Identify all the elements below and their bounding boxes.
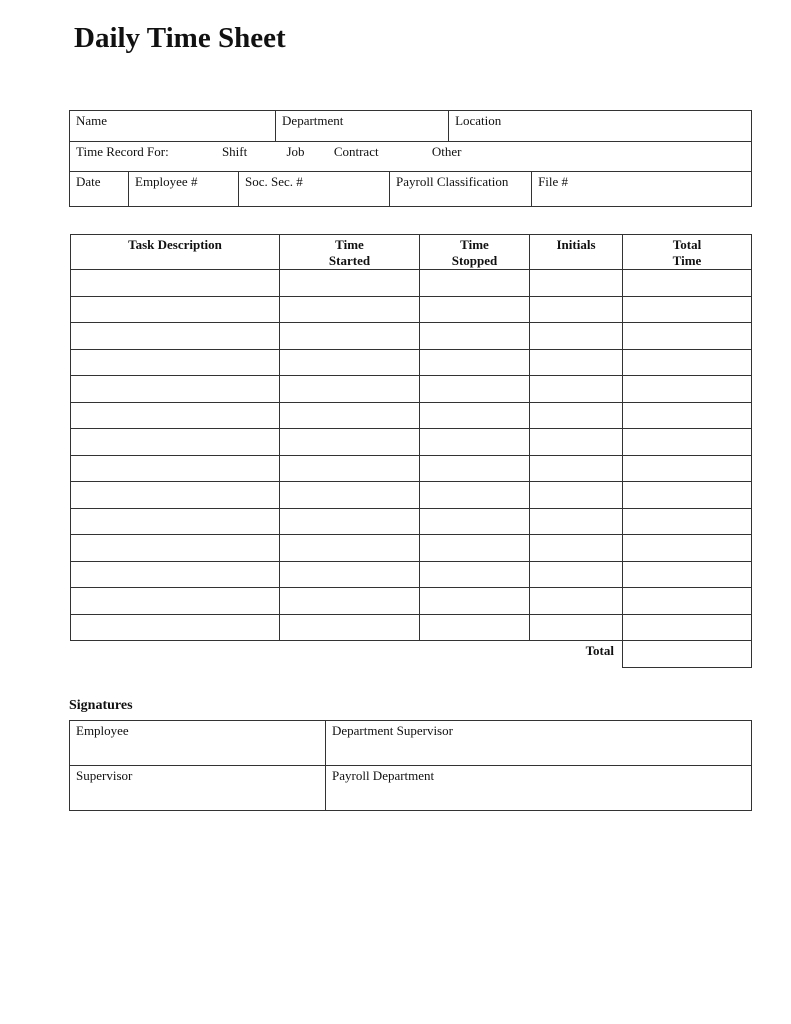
time-stopped-cell[interactable] <box>420 429 530 456</box>
total-time-cell[interactable] <box>623 402 752 429</box>
table-row <box>71 376 752 403</box>
soc-sec-label: Soc. Sec. # <box>245 174 303 189</box>
time-stopped-cell[interactable] <box>420 402 530 429</box>
time-stopped-cell[interactable] <box>420 614 530 641</box>
total-time-cell[interactable] <box>623 561 752 588</box>
initials-cell[interactable] <box>530 535 623 562</box>
task-description-cell[interactable] <box>71 482 280 509</box>
total-time-cell[interactable] <box>623 429 752 456</box>
table-row <box>71 508 752 535</box>
task-description-cell[interactable] <box>71 270 280 297</box>
table-row <box>71 323 752 350</box>
initials-cell[interactable] <box>530 561 623 588</box>
time-record-for-label: Time Record For: <box>76 144 169 159</box>
time-started-cell[interactable] <box>280 402 420 429</box>
header-task-description: Task Description <box>71 235 280 270</box>
date-label: Date <box>76 174 101 189</box>
initials-cell[interactable] <box>530 482 623 509</box>
table-row <box>71 482 752 509</box>
time-started-cell[interactable] <box>280 482 420 509</box>
time-stopped-cell[interactable] <box>420 588 530 615</box>
table-row <box>71 588 752 615</box>
initials-cell[interactable] <box>530 296 623 323</box>
time-record-for-field <box>70 142 752 172</box>
time-started-cell[interactable] <box>280 323 420 350</box>
table-row <box>71 429 752 456</box>
payroll-department-signature-label: Payroll Department <box>332 768 435 783</box>
time-started-cell[interactable] <box>280 508 420 535</box>
total-time-cell[interactable] <box>623 535 752 562</box>
total-time-cell[interactable] <box>623 482 752 509</box>
time-started-cell[interactable] <box>280 429 420 456</box>
initials-cell[interactable] <box>530 270 623 297</box>
total-time-cell[interactable] <box>623 296 752 323</box>
employee-info-table <box>69 110 752 207</box>
supervisor-signature-label: Supervisor <box>76 768 133 783</box>
date-field[interactable] <box>70 172 129 207</box>
name-field[interactable] <box>70 111 276 142</box>
payroll-department-signature-field[interactable] <box>326 766 752 811</box>
table-row <box>71 402 752 429</box>
total-time-cell[interactable] <box>623 641 752 668</box>
time-started-cell[interactable] <box>280 588 420 615</box>
department-supervisor-signature-label: Department Supervisor <box>332 723 453 738</box>
employee-number-label: Employee # <box>135 174 198 189</box>
task-description-cell[interactable] <box>71 588 280 615</box>
initials-cell[interactable] <box>530 508 623 535</box>
task-description-cell[interactable] <box>71 614 280 641</box>
header-time-started: Time Started <box>280 235 420 270</box>
table-row <box>71 296 752 323</box>
table-row <box>71 614 752 641</box>
time-started-cell[interactable] <box>280 561 420 588</box>
location-label: Location <box>455 113 502 128</box>
employee-signature-field[interactable] <box>70 721 326 766</box>
initials-cell[interactable] <box>530 349 623 376</box>
task-description-cell[interactable] <box>71 402 280 429</box>
table-row <box>71 535 752 562</box>
total-time-cell[interactable] <box>623 455 752 482</box>
task-description-cell[interactable] <box>71 455 280 482</box>
total-time-cell[interactable] <box>623 614 752 641</box>
task-description-cell[interactable] <box>71 296 280 323</box>
department-field[interactable] <box>276 111 449 142</box>
task-description-cell[interactable] <box>71 508 280 535</box>
table-row <box>71 455 752 482</box>
time-started-cell[interactable] <box>280 349 420 376</box>
time-stopped-cell[interactable] <box>420 270 530 297</box>
department-supervisor-signature-field[interactable] <box>326 721 752 766</box>
time-stopped-cell[interactable] <box>420 482 530 509</box>
initials-cell[interactable] <box>530 429 623 456</box>
employee-signature-label: Employee <box>76 723 129 738</box>
location-field[interactable] <box>449 111 752 142</box>
task-description-cell[interactable] <box>71 349 280 376</box>
department-label: Department <box>282 113 344 128</box>
time-started-cell[interactable] <box>280 455 420 482</box>
total-time-cell[interactable] <box>623 376 752 403</box>
employee-number-field[interactable] <box>129 172 239 207</box>
total-time-cell[interactable] <box>623 349 752 376</box>
task-description-cell[interactable] <box>71 535 280 562</box>
initials-cell[interactable] <box>530 455 623 482</box>
payroll-classification-field[interactable] <box>390 172 532 207</box>
initials-cell[interactable] <box>530 402 623 429</box>
header-initials: Initials <box>530 235 623 270</box>
file-number-field[interactable] <box>532 172 752 207</box>
page-title: Daily Time Sheet <box>74 22 286 54</box>
header-total-time: Total Time <box>623 235 752 270</box>
time-stopped-cell[interactable] <box>420 561 530 588</box>
initials-cell[interactable] <box>530 376 623 403</box>
time-started-cell[interactable] <box>280 614 420 641</box>
file-number-label: File # <box>538 174 569 189</box>
total-time-cell[interactable] <box>623 323 752 350</box>
option-shift[interactable]: Shift <box>221 144 248 159</box>
task-description-cell[interactable] <box>71 561 280 588</box>
task-description-cell[interactable] <box>71 429 280 456</box>
name-label: Name <box>76 113 108 128</box>
time-started-cell[interactable] <box>280 270 420 297</box>
time-started-cell[interactable] <box>280 535 420 562</box>
option-contract[interactable]: Contract <box>333 144 379 159</box>
soc-sec-field[interactable] <box>239 172 390 207</box>
time-stopped-cell[interactable] <box>420 349 530 376</box>
supervisor-signature-field[interactable] <box>70 766 326 811</box>
option-job[interactable]: Job <box>286 144 305 159</box>
time-started-cell[interactable] <box>280 296 420 323</box>
task-description-cell[interactable] <box>71 376 280 403</box>
table-row <box>71 270 752 297</box>
time-stopped-cell[interactable] <box>420 455 530 482</box>
total-time-cell[interactable] <box>623 508 752 535</box>
total-label: Total <box>585 643 614 658</box>
table-row <box>71 561 752 588</box>
signatures-heading: Signatures <box>69 698 133 713</box>
task-description-cell[interactable] <box>71 323 280 350</box>
option-other[interactable]: Other <box>431 144 462 159</box>
payroll-classification-label: Payroll Classification <box>396 174 509 189</box>
signatures-table <box>69 720 752 811</box>
time-stopped-cell[interactable] <box>420 535 530 562</box>
time-stopped-cell[interactable] <box>420 296 530 323</box>
initials-cell[interactable] <box>530 588 623 615</box>
time-stopped-cell[interactable] <box>420 508 530 535</box>
time-started-cell[interactable] <box>280 376 420 403</box>
total-time-cell[interactable] <box>623 588 752 615</box>
task-table <box>70 234 752 668</box>
total-time-cell[interactable] <box>623 270 752 297</box>
initials-cell[interactable] <box>530 323 623 350</box>
time-stopped-cell[interactable] <box>420 376 530 403</box>
header-time-stopped: Time Stopped <box>420 235 530 270</box>
initials-cell[interactable] <box>530 614 623 641</box>
time-stopped-cell[interactable] <box>420 323 530 350</box>
table-row <box>71 349 752 376</box>
